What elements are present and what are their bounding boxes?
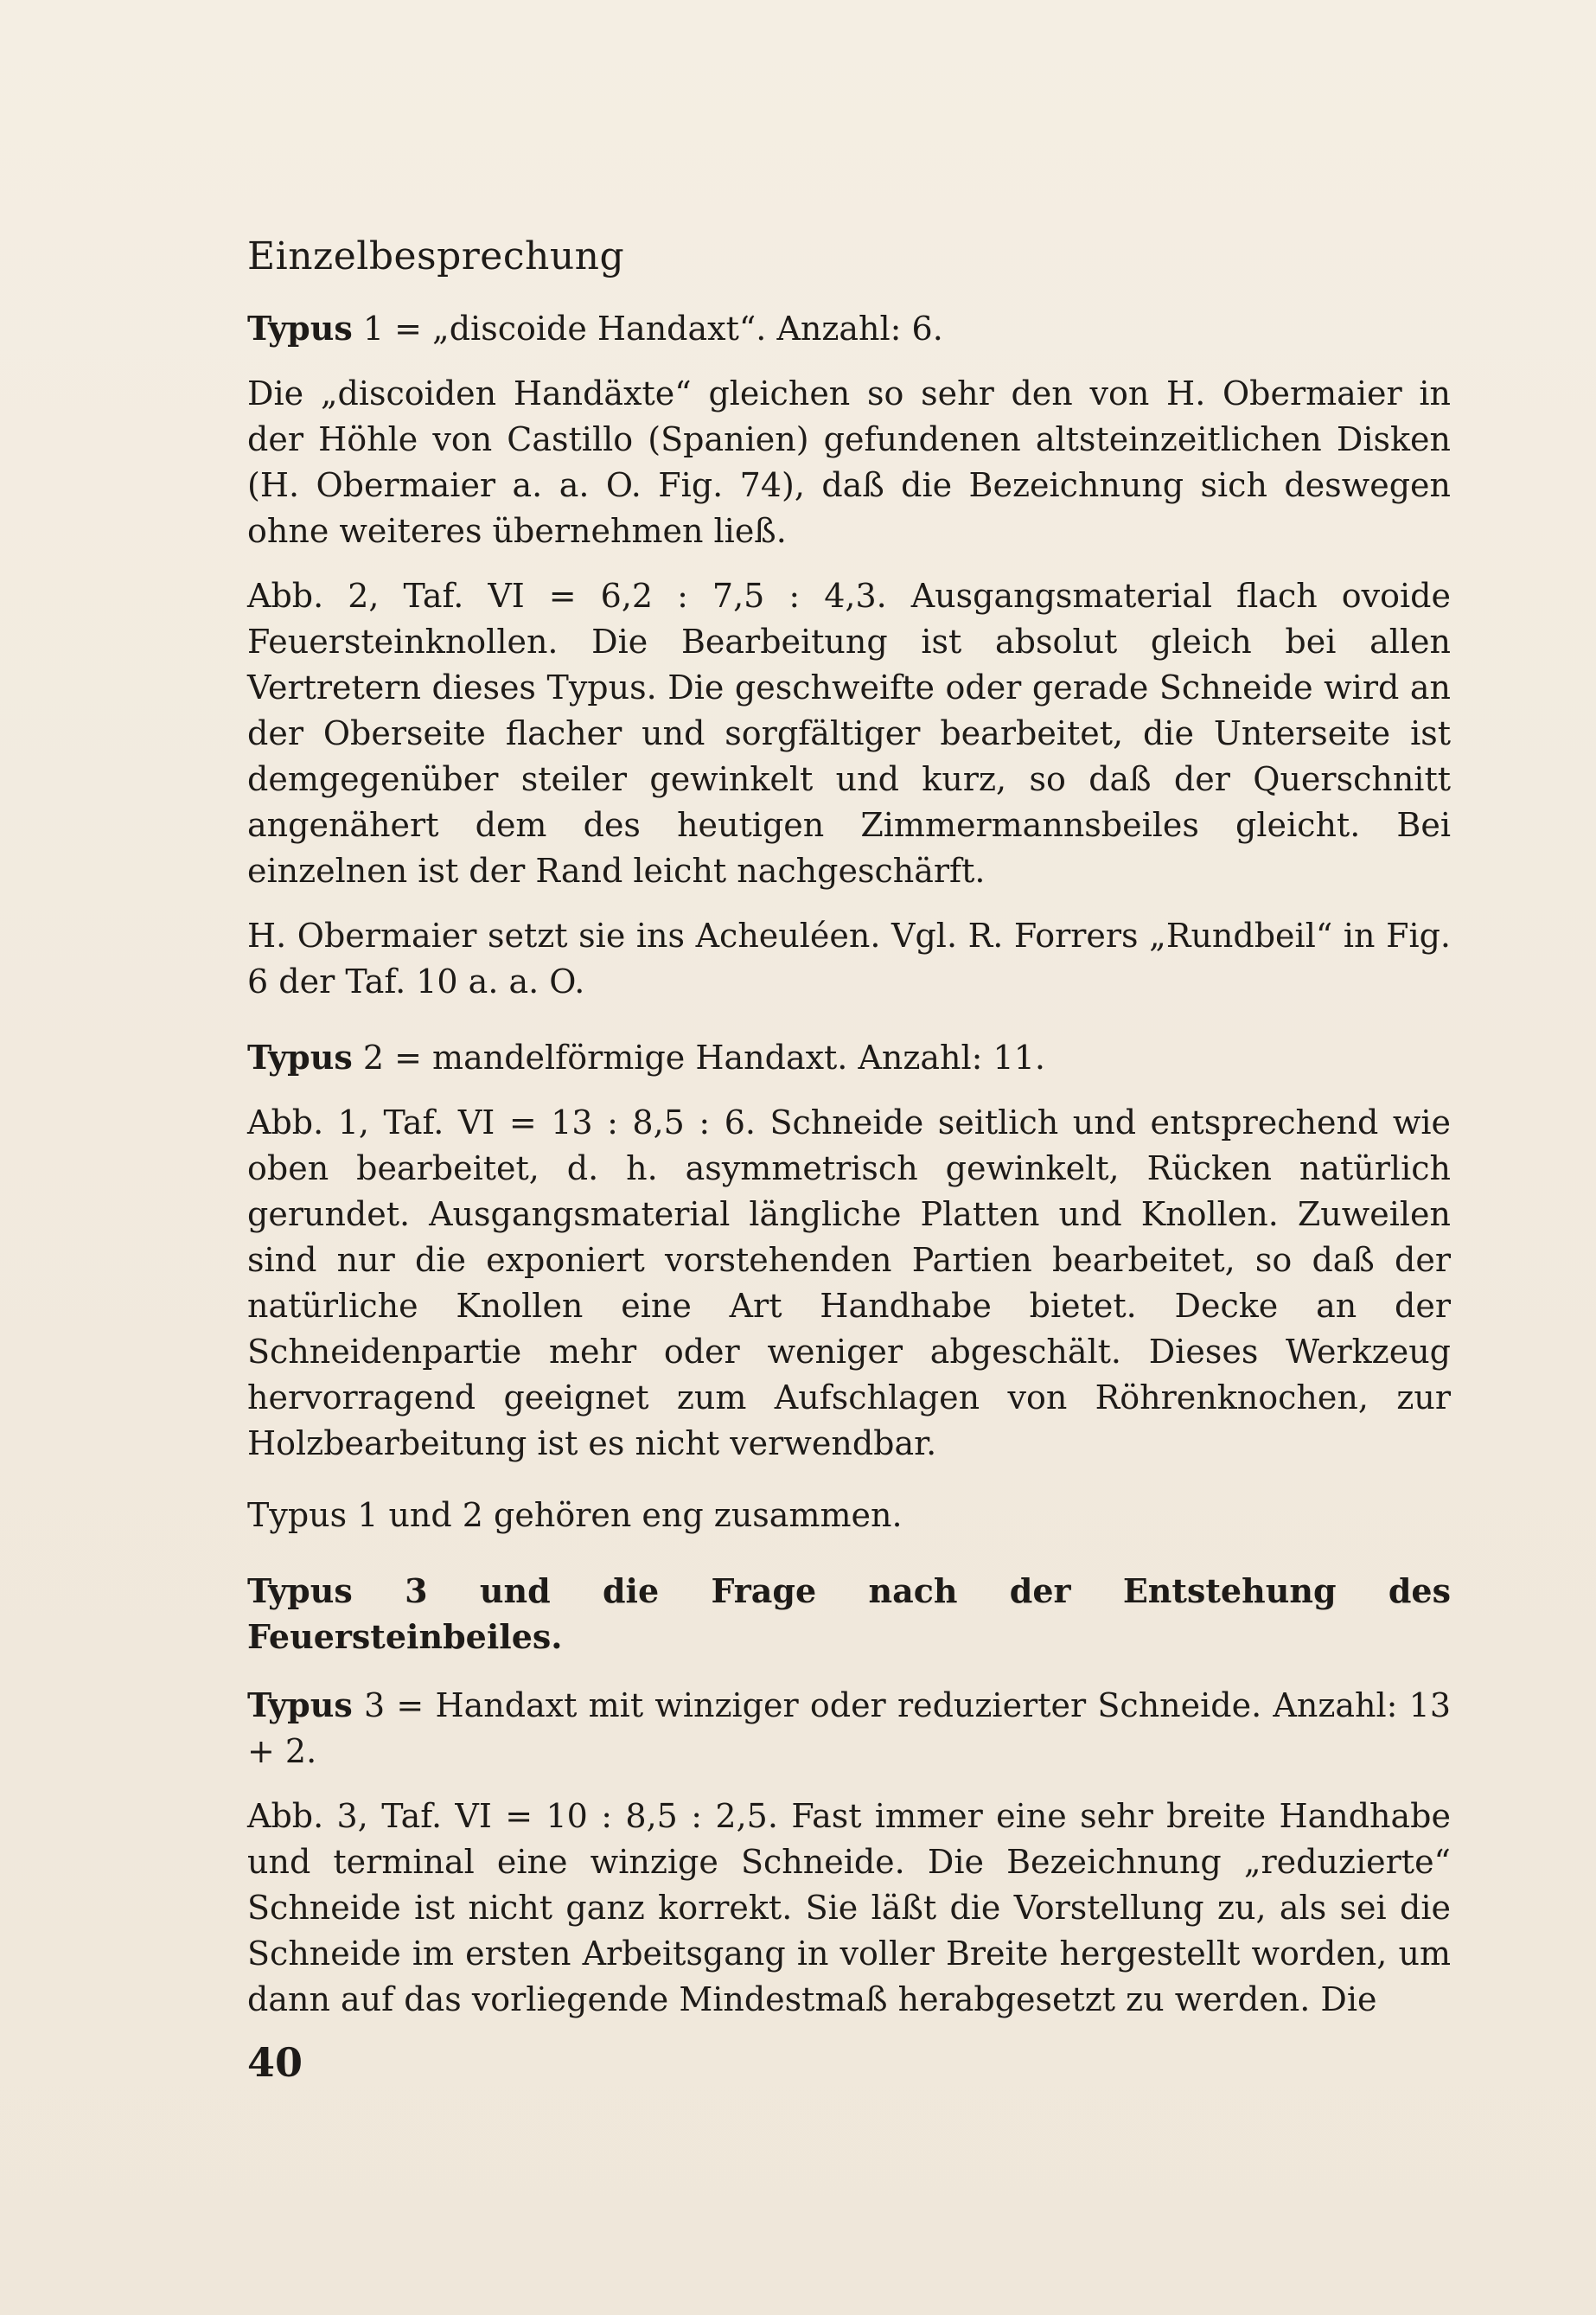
section-heading: Einzelbesprechung xyxy=(247,234,625,278)
typus-1-label: Typus xyxy=(247,309,353,348)
typus-2-line xyxy=(247,1034,1451,1081)
typus-3-description: 3 = Handaxt mit winziger oder reduzierter Schneide. Anzahl: 13 + 2. xyxy=(247,1686,1451,1770)
page-number: 40 xyxy=(247,2039,303,2086)
typus-3-section-heading: Typus 3 und die Frage nach der Entstehung des Feuersteinbeiles. xyxy=(247,1571,1451,1656)
typus-3-line xyxy=(247,1682,1451,1775)
paragraph-3: H. Obermaier setzt sie ins Acheuléen. Vgl. R. Forrers „Rundbeil“ in Fig. 6 der Taf. 10 a. a. O. xyxy=(247,917,1451,1001)
paragraph-2: Abb. 2, Taf. VI = 6,2 : 7,5 : 4,3. Ausgangsmaterial flach ovoide Feuersteinknollen. Die Bearbeitung ist absolut gleich bei allen Vertretern dieses Typus. Die geschweifte oder gerade Schneide wird an der Oberseite flacher und sorgfältiger bearbeitet, die Unterseite ist demgegenüber steiler gewinkelt und kurz, so daß der Querschnitt angenähert dem des heutigen Zimmermannsbeiles gleicht. Bei einzelnen ist der Rand leicht nachgeschärft. xyxy=(247,577,1451,890)
typus-2-description: 2 = mandelförmige Handaxt. Anzahl: 11. xyxy=(352,1039,1045,1077)
paragraph-1: Die „discoiden Handäxte“ gleichen so sehr den von H. Obermaier in der Höhle von Castillo (Spanien) gefundenen altsteinzeitlichen Disken (H. Obermaier a. a. O. Fig. 74), daß die Bezeichnung sich deswegen ohne weiteres übernehmen ließ. xyxy=(247,374,1451,550)
typus-1-description: 1 = „discoide Handaxt“. Anzahl: 6. xyxy=(352,310,943,348)
paragraph-5: Typus 1 und 2 gehören eng zusammen. xyxy=(247,1496,903,1534)
typus-2-label: Typus xyxy=(247,1038,353,1077)
typus-3-label: Typus xyxy=(247,1685,353,1724)
paragraph-4: Abb. 1, Taf. VI = 13 : 8,5 : 6. Schneide seitlich und entsprechend wie oben bearbeitet, d. h. asymmetrisch gewinkelt, Rücken natürlich gerundet. Ausgangsmaterial längliche Platten und Knollen. Zuweilen sind nur die exponiert vorstehenden Partien bearbeitet, so daß der natürliche Knollen eine Art Handhabe bietet. Decke an der Schneidenpartie mehr oder weniger abgeschält. Dieses Werkzeug hervorragend geeignet zum Aufschlagen von Röhrenknochen, zur Holzbearbeitung ist es nicht verwendbar. xyxy=(247,1103,1451,1462)
paragraph-6: Abb. 3, Taf. VI = 10 : 8,5 : 2,5. Fast immer eine sehr breite Handhabe und terminal eine winzige Schneide. Die Bezeichnung „reduzierte“ Schneide ist nicht ganz korrekt. Sie läßt die Vorstellung zu, als sei die Schneide im ersten Arbeitsgang in voller Breite hergestellt worden, um dann auf das vorliegende Mindestmaß herabgesetzt zu werden. Die xyxy=(247,1797,1451,2018)
typus-1-line xyxy=(247,305,1451,352)
page-text xyxy=(247,233,1451,2042)
